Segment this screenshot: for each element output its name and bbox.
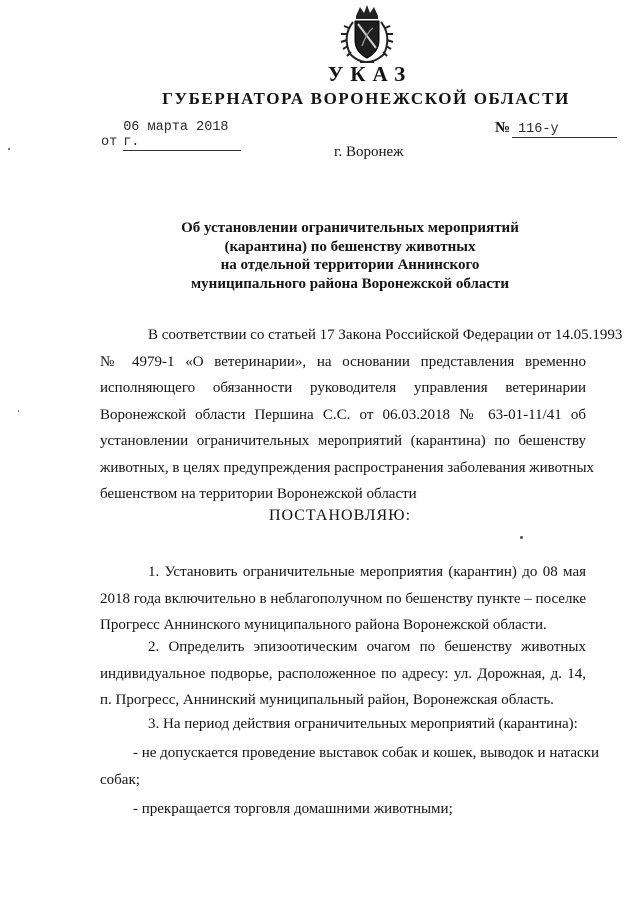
issuer-line: ГУБЕРНАТОРА ВОРОНЕЖСКОЙ ОБЛАСТИ — [162, 89, 570, 108]
item-line: Прогресс Аннинского муниципального района Воронежской области. — [100, 617, 547, 633]
scan-speck — [8, 148, 10, 150]
date-value: 06 марта 2018 г. — [123, 120, 241, 151]
date-line — [101, 120, 241, 151]
date-prefix: от — [101, 135, 118, 150]
crowned-shield-icon — [336, 2, 398, 66]
preamble-line: № 4979-1 «О ветеринарии», на основании представления временно — [100, 353, 586, 370]
bullet-line: собак; — [100, 771, 140, 788]
decree-word: ПОСТАНОВЛЯЮ: — [268, 507, 412, 524]
scan-speck — [520, 536, 523, 539]
item-3 — [100, 711, 586, 738]
bullet-line: - прекращается торговля домашними животными; — [133, 801, 453, 817]
title-line: муниципального района Воронежской области — [190, 275, 510, 292]
preamble-line: установлении ограничительных мероприятий (карантина) по бешенству — [100, 433, 586, 449]
title-line: на отдельной территории Аннинского — [220, 257, 480, 273]
number-line — [495, 120, 617, 138]
document-type: УКАЗ — [327, 62, 413, 86]
item-line: 2018 года включительно в неблагополучном по бешенству пункте – поселке — [100, 590, 587, 607]
number-value: 116-у — [512, 122, 617, 138]
preamble-line: животных, в целях предупреждения распространения заболевания животных — [100, 459, 595, 476]
city-line: г. Воронеж — [334, 144, 404, 160]
item-1 — [100, 559, 586, 639]
item-line: 2. Определить эпизоотическим очагом по бешенству животных — [148, 639, 586, 655]
item-2 — [100, 634, 586, 714]
scan-speck — [18, 410, 19, 412]
bullet-line: - не допускается проведение выставок собак и кошек, выводок и натаски — [133, 745, 599, 761]
bullet-1 — [100, 740, 599, 793]
item-line: индивидуальное подворье, расположенное по адресу: ул. Дорожная, д. 14, — [100, 665, 586, 682]
preamble-line: Воронежской области Першина С.С. от 06.03.2018 № 63-01-11/41 об — [100, 406, 586, 423]
item-line: 1. Установить ограничительные мероприятия (карантин) до 08 мая — [148, 564, 586, 580]
preamble-line: бешенством на территории Воронежской области — [100, 486, 417, 502]
number-sign: № — [495, 120, 511, 136]
item-line: п. Прогресс, Аннинский муниципальный район, Воронежская область. — [100, 692, 554, 708]
item-line: 3. На период действия ограничительных мероприятий (карантина): — [148, 716, 578, 732]
bullet-2 — [100, 796, 586, 823]
title-line: Об установлении ограничительных мероприятий — [181, 220, 519, 236]
coat-of-arms-emblem — [336, 2, 398, 66]
preamble-paragraph — [100, 322, 623, 508]
title-line: (карантина) по бешенству животных — [224, 238, 476, 255]
preamble-line: исполняющего обязанности руководителя управления ветеринарии — [100, 380, 586, 396]
preamble-line: В соответствии со статьей 17 Закона Российской Федерации от 14.05.1993 — [148, 327, 623, 343]
document-title — [150, 219, 550, 293]
